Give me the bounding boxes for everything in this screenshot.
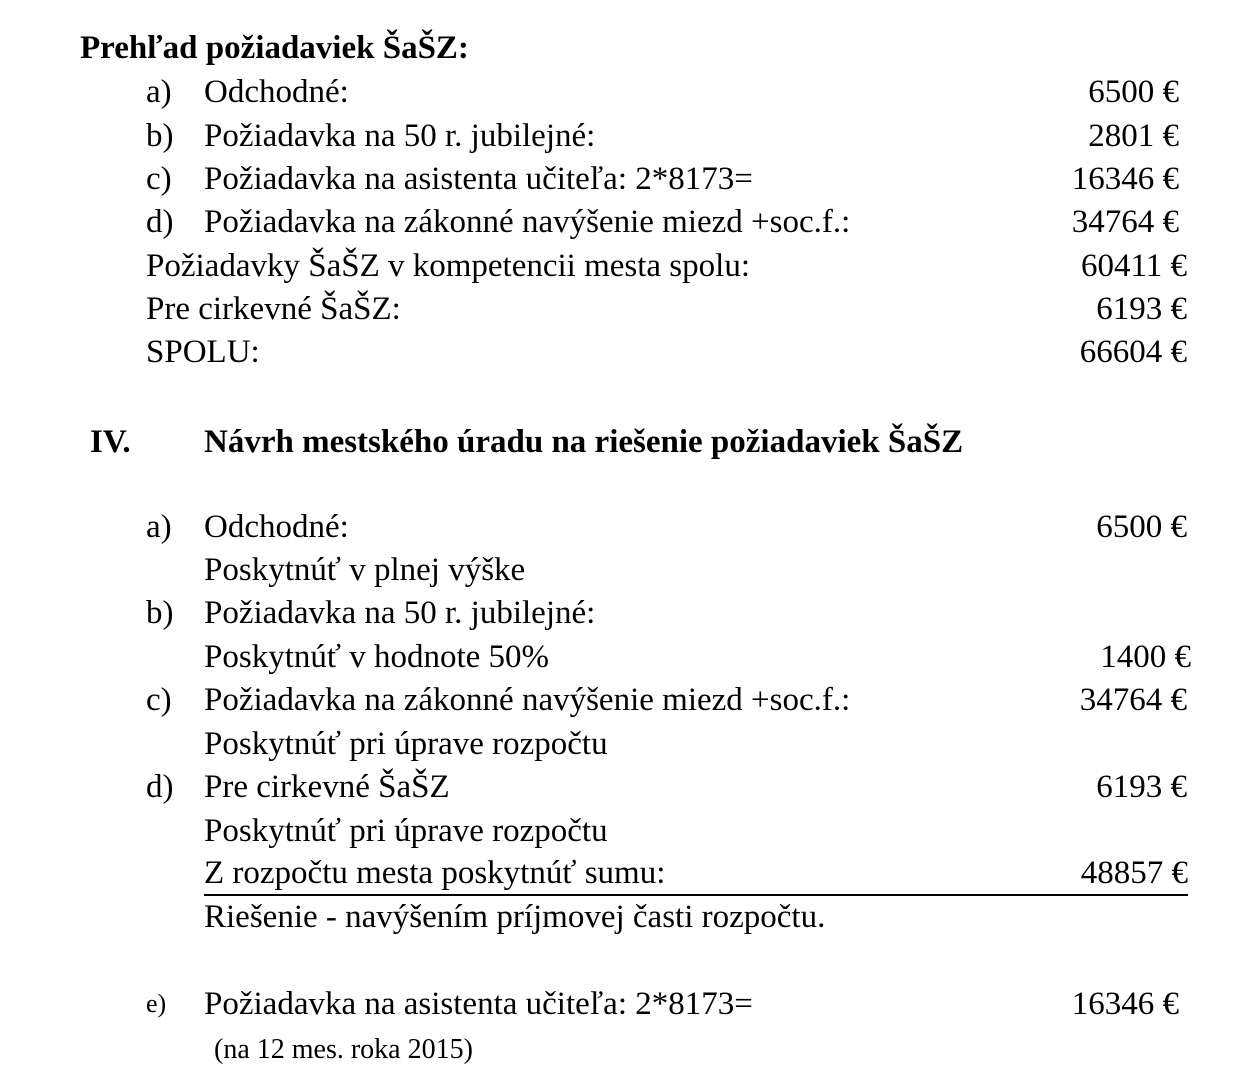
- summary-label: Pre cirkevné ŠaŠZ:: [146, 291, 401, 327]
- overview-summary-city: [0, 244, 1243, 288]
- item-marker: a): [146, 509, 172, 545]
- item-label: Odchodné:: [204, 74, 349, 110]
- item-amount: 16346 €: [1071, 986, 1179, 1022]
- proposal-item-c-note: [0, 722, 1243, 766]
- total-label: Z rozpočtu mesta poskytnúť sumu:: [204, 855, 666, 891]
- summary-label: Požiadavky ŠaŠZ v kompetencii mesta spolu:: [146, 248, 750, 284]
- item-label: Požiadavka na asistenta učiteľa: 2*8173=: [204, 986, 753, 1022]
- overview-item-c: [0, 157, 1243, 201]
- section-heading: [0, 418, 1243, 466]
- item-amount: 16346 €: [1071, 161, 1179, 197]
- overview-item-a: [0, 70, 1243, 114]
- item-marker: e): [146, 989, 167, 1018]
- item-amount: 2801 €: [1088, 118, 1179, 154]
- item-label: Požiadavka na zákonné navýšenie miezd +soc.f.:: [204, 682, 851, 718]
- item-label: Požiadavka na zákonné navýšenie miezd +soc.f.:: [204, 204, 851, 240]
- proposal-item-d-note: [0, 809, 1243, 853]
- item-amount: 34764 €: [1071, 204, 1179, 240]
- item-note-amount: 1400 €: [1100, 639, 1191, 675]
- summary-amount: 66604 €: [1079, 334, 1187, 370]
- item-marker: d): [146, 769, 174, 805]
- item-marker: c): [146, 161, 172, 197]
- solution-text: Riešenie - navýšením príjmovej časti rozpočtu.: [204, 899, 826, 935]
- overview-summary-church: [0, 287, 1243, 331]
- item-marker: b): [146, 595, 174, 631]
- summary-amount: 6193 €: [1096, 291, 1187, 327]
- item-note: Poskytnúť v plnej výške: [204, 552, 526, 588]
- summary-label: SPOLU:: [146, 334, 260, 370]
- item-label: Odchodné:: [204, 509, 349, 545]
- proposal-item-c: [0, 678, 1243, 722]
- item-label: Pre cirkevné ŠaŠZ: [204, 769, 450, 805]
- item-marker: a): [146, 74, 172, 110]
- proposal-item-a: [0, 505, 1243, 549]
- item-note: Poskytnúť pri úprave rozpočtu: [204, 813, 608, 849]
- item-label: Požiadavka na 50 r. jubilejné:: [204, 118, 596, 154]
- item-marker: d): [146, 204, 174, 240]
- overview-item-b: [0, 114, 1243, 158]
- item-label: Požiadavka na asistenta učiteľa: 2*8173=: [204, 161, 753, 197]
- section-title: Návrh mestského úradu na riešenie požiadaviek ŠaŠZ: [204, 424, 964, 460]
- proposal-item-e-note: (na 12 mes. roka 2015): [214, 1034, 473, 1065]
- proposal-total: [204, 852, 1188, 896]
- proposal-item-b: [0, 591, 1243, 635]
- item-label: Požiadavka na 50 r. jubilejné:: [204, 595, 596, 631]
- summary-amount: 60411 €: [1080, 248, 1187, 284]
- overview-item-d: [0, 200, 1243, 244]
- item-amount: 6500 €: [1096, 509, 1187, 545]
- item-marker: b): [146, 118, 174, 154]
- proposal-item-a-note: [0, 548, 1243, 592]
- overview-summary-total: [0, 330, 1243, 374]
- item-note: Poskytnúť v hodnote 50%: [204, 639, 550, 675]
- proposal-item-e: [0, 982, 1243, 1026]
- total-amount: 48857 €: [1080, 855, 1188, 891]
- proposal-item-d: [0, 765, 1243, 809]
- item-amount: 6193 €: [1096, 769, 1187, 805]
- overview-heading: Prehľad požiadaviek ŠaŠZ:: [80, 30, 469, 66]
- item-amount: 6500 €: [1088, 74, 1179, 110]
- item-marker: c): [146, 682, 172, 718]
- item-note: Poskytnúť pri úprave rozpočtu: [204, 726, 608, 762]
- item-amount: 34764 €: [1079, 682, 1187, 718]
- proposal-solution: [0, 895, 1243, 939]
- section-number: IV.: [90, 424, 131, 460]
- proposal-item-b-note: [0, 635, 1243, 679]
